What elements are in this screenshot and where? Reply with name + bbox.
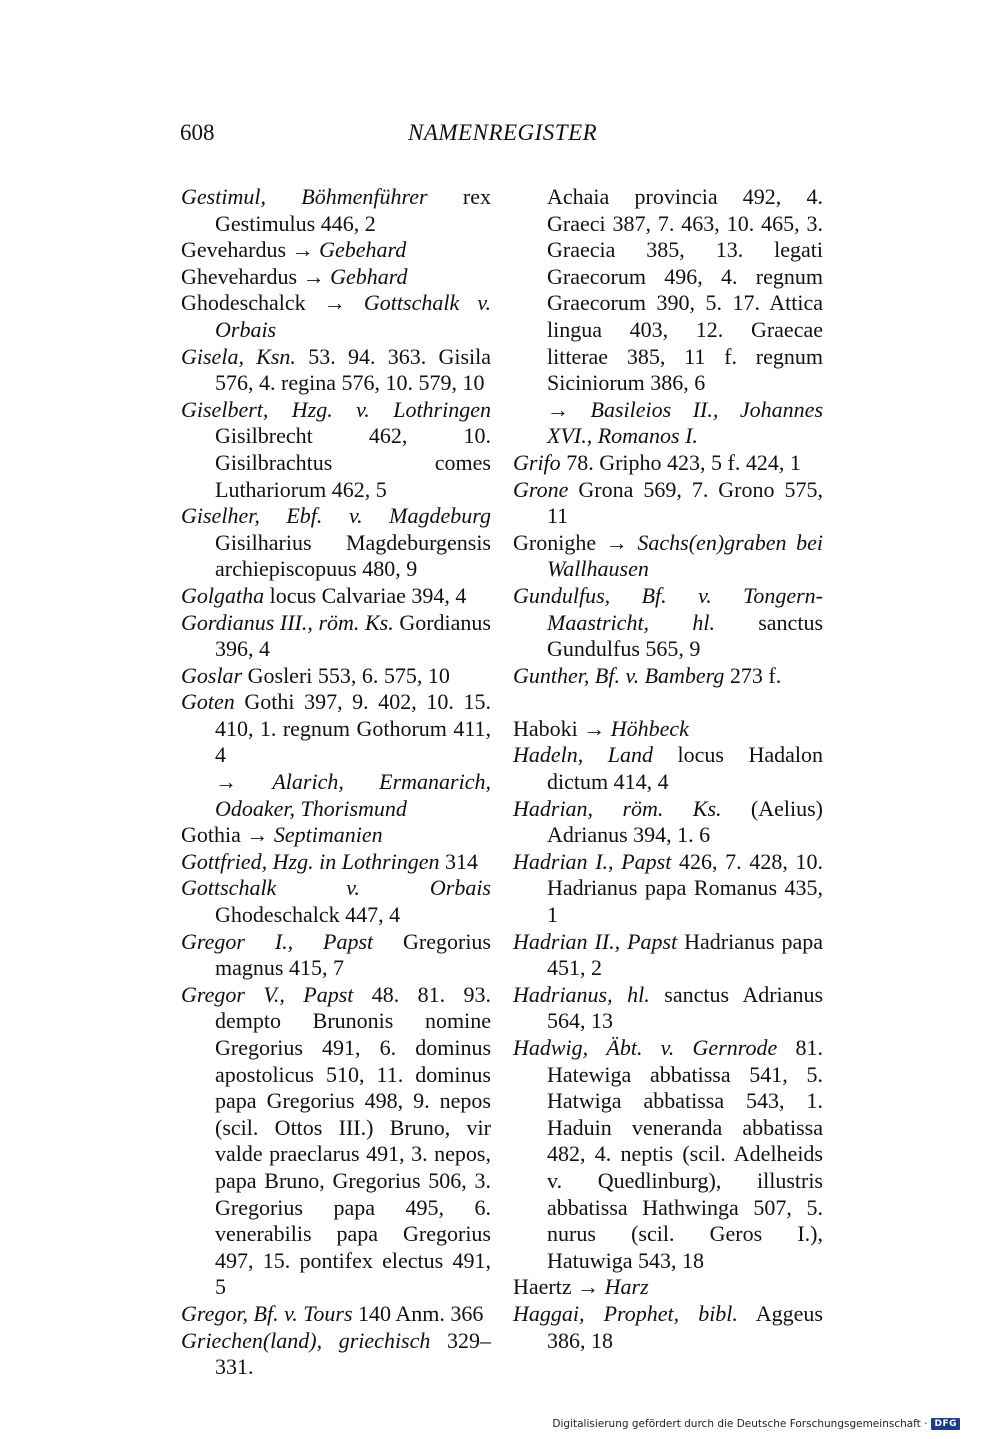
entry-text: rex Gestimulus 446, 2 [215,184,491,236]
index-entry [513,1274,823,1301]
entry-text: 329–331. [215,1327,492,1380]
entry-text: Aggeus 386, 18 [547,1300,823,1353]
index-entry [513,742,823,795]
index-entry [181,583,491,610]
entry-headword: Giselher, Ebf. v. Magdeburg [181,503,491,529]
entry-headword: Hadeln, Land [513,742,654,768]
entry-text: 426, 7. 428, 10. Hadrianus papa Romanus 435, 1 [547,848,824,928]
index-entry [513,530,823,583]
index-entry [181,822,491,849]
entry-headword: Gestimul, Böhmenführer [181,184,428,209]
entry-text: Achaia provincia 492, 4. Graeci 387, 7. 463, 10. 465, 3. Graecia 385, 13. legati Graecorum 496, 4. regnum Graecorum 390, 5. 17. Attica lingua 403, 12. Graecae litterae 385, 11 f. regnum Siciniorum 386, 6 [547,184,823,396]
index-entry [513,716,823,743]
entry-headword: Hadrian, röm. Ks. [513,795,722,821]
entry-text: Gisilbrecht 462, 10. Gisilbrachtus comes Luthariorum 462, 5 [215,423,491,502]
entry-crossref: Septimanien [273,822,383,848]
entry-text: 81. Hatewiga abbatissa 541, 5. Hatwiga abbatissa 543, 1. Haduin veneranda abbatissa 482, 4. neptis (scil. Adelheids v. Quedlinburg), illustris abbatissa Hathwinga 507, 5. nurus (scil. Geros I.), Hatuwiga 543, 18 [547,1035,823,1273]
entry-text: → [215,769,273,795]
page-number: 608 [180,120,215,145]
index-entry [513,796,823,849]
entry-headword: Gordianus III., röm. Ks. [181,609,394,635]
index-entry [513,849,823,929]
index-column-right [513,184,823,1354]
entry-text: 48. 81. 93. dempto Brunonis nomine Gregorius 491, 6. dominus apostolicus 510, 11. dominus papa Gregorius 498, 9. nepos (scil. Ottos III.) Bruno, vir valde praeclarus 491, 3. nepos, papa Bruno, Gregorius 506, 3. Gregorius papa 495, 6. venerabilis papa Gregorius 497, 15. pontifex electus 491, 5 [215,981,491,1300]
entry-headword: Griechen(land), griechisch [181,1327,431,1353]
index-entry [513,397,823,450]
index-entry [181,264,491,291]
entry-text: 140 Anm. 366 [352,1300,484,1326]
entry-text: 314 [439,848,479,874]
entry-headword: Hadwig, Äbt. v. Gernrode [513,1035,778,1060]
entry-headword: Gregor, Bf. v. Tours [181,1300,353,1326]
entry-text: 273 f. [724,662,782,688]
index-entry [513,929,823,982]
entry-headword: Gundulfus, Bf. v. Tongern-Maastricht, hl. [513,582,823,635]
index-entry [181,503,491,583]
entry-text: Ghodeschalck → [181,290,364,316]
entry-headword: Hadrian II., Papst [513,928,678,954]
entry-text: sanctus Gundulfus 565, 9 [547,609,823,662]
index-column-left [181,184,491,1381]
index-entry [513,450,823,477]
index-entry [513,583,823,663]
entry-text: 78. Gripho 423, 5 f. 424, 1 [560,449,801,475]
index-entry [181,769,491,822]
entry-headword: Giselbert, Hzg. v. Lothringen [181,396,491,422]
index-entry [513,184,823,397]
entry-headword: Haggai, Prophet, bibl. [513,1300,738,1326]
index-entry [181,610,491,663]
index-entry [181,689,491,769]
entry-text: Gordianus 396, 4 [215,609,491,662]
index-entry [181,663,491,690]
index-entry [513,982,823,1035]
entry-text: Haertz → [513,1274,605,1300]
entry-headword: Gunther, Bf. v. Bamberg [513,662,725,688]
entry-text: Haboki → [513,715,611,741]
entry-text: Gisilharius Magdeburgensis archiepiscopuus 480, 9 [215,529,491,582]
entry-crossref: Gebehard [319,237,407,263]
section-gap [513,689,823,716]
entry-text: Grona 569, 7. Grono 575, 11 [547,476,823,529]
entry-headword: Gregor V., Papst [181,981,354,1007]
entry-headword: Gregor I., Papst [181,928,374,954]
entry-text: Ghodeschalck 447, 4 [215,902,401,928]
index-entry [513,477,823,530]
entry-crossref: Gebhard [330,263,408,289]
index-entry [181,849,491,876]
index-entry [181,397,491,503]
index-entry [181,344,491,397]
entry-text: locus Hadalon dictum 414, 4 [547,742,824,795]
entry-text: → [547,396,591,422]
entry-crossref: Harz [604,1274,649,1300]
entry-crossref: Alarich, Ermanarich, Odoaker, Thorismund [215,769,491,821]
entry-headword: Grifo [513,449,561,475]
running-title: NAMENREGISTER [408,120,598,145]
entry-crossref: Höhbeck [610,715,689,741]
entry-headword: Hadrianus, hl. [513,981,650,1007]
entry-headword: Hadrian I., Papst [513,848,672,874]
entry-headword: Goslar [181,662,243,688]
entry-text: Gronighe → [513,529,638,555]
entry-text: Hadrianus papa 451, 2 [547,928,823,981]
index-entry [181,237,491,264]
entry-crossref: Gottschalk v. Orbais [215,290,491,342]
index-entry [513,1035,823,1274]
index-entry [181,875,491,928]
index-entry [181,184,491,237]
entry-text: Gregorius magnus 415, 7 [215,928,491,981]
entry-headword: Golgatha [181,582,265,608]
index-entry [181,290,491,343]
entry-headword: Gottschalk v. Orbais [181,875,491,901]
entry-text: locus Calvariae 394, 4 [264,582,467,608]
index-entry [181,1301,491,1328]
entry-text: sanctus Adrianus 564, 13 [547,981,823,1034]
entry-text: (Aelius) Adrianus 394, 1. 6 [547,795,824,848]
entry-headword: Grone [513,476,569,502]
entry-headword: Gottfried, Hzg. in Lothringen [181,848,440,874]
index-entry [513,663,823,690]
index-entry [513,1301,823,1354]
entry-headword: Goten [181,689,235,715]
index-entry [181,1328,491,1381]
entry-text: 53. 94. 363. Gisila 576, 4. regina 576, 10. 579, 10 [215,343,491,396]
page-header [180,120,820,160]
entry-text: Gothia → [181,822,274,848]
entry-text: Gosleri 553, 6. 575, 10 [242,662,450,688]
index-entry [181,929,491,982]
footer-credit-text: Digitalisierung gefördert durch die Deutsche Forschungsgemeinschaft · [552,1418,928,1430]
entry-text: Gothi 397, 9. 402, 10. 15. 410, 1. regnum Gothorum 411, 4 [215,689,491,768]
footer-credit [552,1418,960,1430]
index-entry [181,982,491,1301]
entry-headword: Gisela, Ksn. [181,343,296,369]
entry-text: Ghevehardus → [181,263,331,289]
entry-crossref: Sachs(en)graben bei Wallhausen [547,529,824,582]
dfg-logo: DFG [931,1418,960,1430]
entry-crossref: Basileios II., Johannes XVI., Romanos I. [547,396,823,449]
entry-text: Gevehardus → [181,237,320,263]
